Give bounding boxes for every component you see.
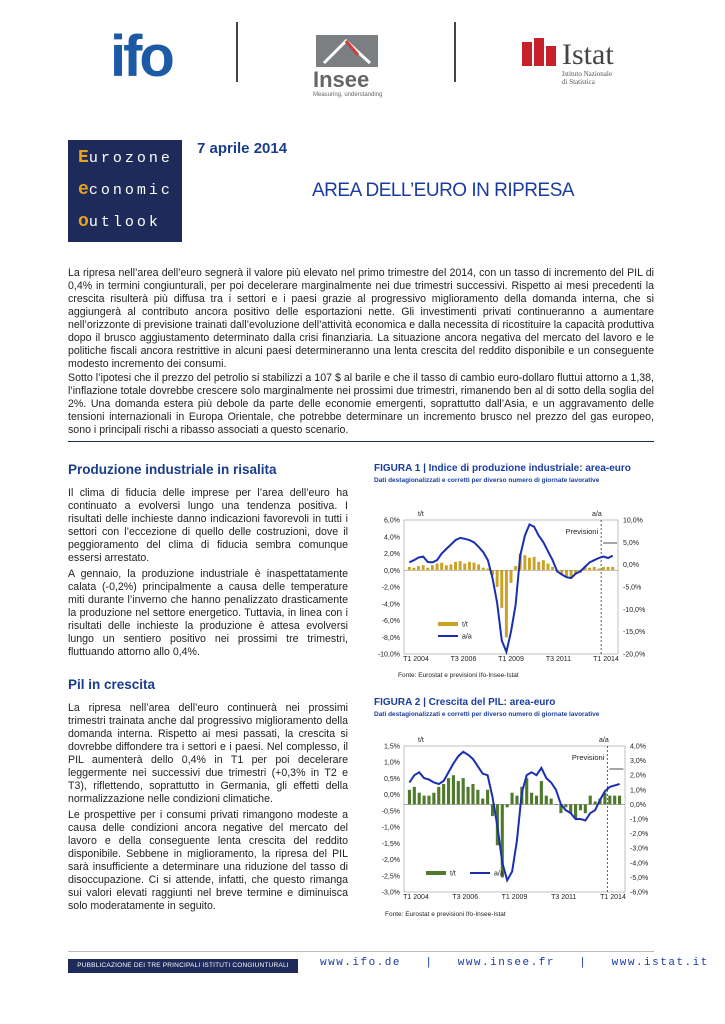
- y-right-tick-label: -15,0%: [623, 629, 646, 637]
- y-left-tick-label: 0,5%: [384, 775, 400, 783]
- bar: [584, 804, 587, 813]
- y-right-tick-label: 5,0%: [623, 539, 639, 547]
- insee-logo: Insee: [313, 67, 370, 92]
- bar: [408, 790, 411, 805]
- bar: [449, 564, 452, 570]
- series-line: [409, 752, 619, 881]
- x-tick-label: T3 2006: [450, 656, 477, 663]
- legend-label: t/t: [450, 870, 456, 878]
- bar: [452, 775, 455, 804]
- x-tick-label: T1 2014: [593, 656, 619, 663]
- left-column: [68, 462, 348, 913]
- y-right-tick-label: 2,0%: [630, 772, 646, 780]
- bar: [597, 569, 600, 571]
- y-right-tick-label: 3,0%: [630, 758, 646, 766]
- y-right-tick-label: -2,0%: [630, 831, 649, 839]
- y-left-tick-label: 2,0%: [384, 551, 400, 558]
- bar: [447, 778, 450, 804]
- forecast-annotation: Previsioni: [571, 753, 605, 762]
- x-tick-label: T3 2011: [551, 894, 577, 901]
- bar: [408, 567, 411, 570]
- bar: [476, 790, 479, 805]
- insee-tagline: Measuring, understanding: [313, 92, 383, 98]
- legend-label: a/a: [494, 870, 504, 878]
- x-tick-label: T1 2004: [403, 656, 429, 663]
- bar: [477, 564, 480, 570]
- bar: [442, 784, 445, 804]
- header-divider: [236, 22, 238, 82]
- y-right-tick-label: -1,0%: [630, 816, 649, 824]
- bar: [510, 793, 513, 805]
- bar: [418, 793, 421, 805]
- y-left-axis-label: t/t: [418, 737, 424, 744]
- bar: [496, 570, 499, 587]
- bar: [618, 796, 621, 805]
- bar: [440, 563, 443, 571]
- bar: [564, 804, 567, 807]
- bar: [432, 793, 435, 805]
- y-left-tick-label: -4,0%: [381, 601, 400, 609]
- istat-logo: Istat: [562, 38, 614, 71]
- bar: [436, 564, 439, 571]
- figure1-subtitle: Dati destagionalizzati e corretti per diverso numero di giornate lavorative: [374, 477, 600, 484]
- figure1-title: FIGURA 1 | Indice di produzione industriale: area-euro: [374, 463, 631, 474]
- y-left-tick-label: 1,0%: [384, 759, 400, 767]
- x-tick-label: T1 2014: [600, 894, 626, 901]
- header-divider: [454, 22, 456, 82]
- istat-subtitle: Istituto Nazionale di Statistica: [562, 70, 612, 86]
- bar: [551, 567, 554, 570]
- bar: [486, 569, 489, 571]
- bar: [431, 565, 434, 570]
- bar: [608, 796, 611, 805]
- bar: [468, 562, 471, 570]
- bar: [528, 558, 531, 571]
- section-heading: Pil in crescita: [68, 677, 156, 692]
- bar: [412, 568, 415, 571]
- bar: [413, 787, 416, 805]
- y-right-tick-label: 0,0%: [623, 562, 639, 570]
- bar: [457, 781, 460, 804]
- y-left-tick-label: 1,5%: [384, 743, 400, 751]
- bar: [445, 565, 448, 570]
- x-tick-label: T3 2006: [452, 894, 479, 901]
- y-left-tick-label: -6,0%: [381, 618, 400, 625]
- figure1-source: Fonte: Eurostat e previsioni Ifo-Insee-Istat: [398, 672, 519, 679]
- y-left-tick-label: 0,0%: [384, 567, 400, 575]
- y-right-axis-label: a/a: [599, 737, 609, 744]
- figure1-chart: [370, 500, 660, 675]
- bar: [537, 562, 540, 570]
- ifo-logo: ifo: [110, 24, 172, 89]
- bar: [530, 793, 533, 805]
- body-paragraph: A gennaio, la produzione industriale è inaspettatamente calata (-0,2%) principalmente a causa delle temperature miti durante l’inverno che hanno penalizzato drasticamente la produzione nel settore energetico. Tuttavia, in linea con i risultati delle inchieste la produzione è attesa evolversi lungo un sentiero positivo nei prossimi tre trimestri, fluttuando attorno allo 0,4%.: [68, 568, 348, 658]
- bar: [523, 555, 526, 570]
- bar: [423, 796, 426, 805]
- y-left-tick-label: -8,0%: [381, 634, 400, 642]
- bar: [579, 804, 582, 810]
- bar: [427, 796, 430, 805]
- body-paragraph: Il clima di fiducia delle imprese per l’area dell’euro ha continuato a evolversi lungo una tendenza positiva. I risultati delle inchieste danno indicazioni favorevoli in tutti i settori con l’eccezione di quello delle costruzioni, dove il peggioramento del clima di fiducia sembra comunque essersi arrestato.: [68, 487, 348, 564]
- bar: [545, 796, 548, 805]
- bar: [602, 567, 605, 570]
- y-right-tick-label: 10,0%: [623, 517, 643, 525]
- insee-emblem-icon: [316, 35, 378, 67]
- bar: [535, 796, 538, 805]
- bar: [505, 570, 508, 637]
- bar: [500, 570, 503, 608]
- bar: [437, 787, 440, 805]
- bar: [594, 801, 597, 804]
- bar: [426, 568, 429, 571]
- x-tick-label: T3 2011: [545, 656, 572, 663]
- y-left-axis-label: t/t: [418, 511, 424, 518]
- x-tick-label: T1 2009: [498, 656, 524, 663]
- bar: [607, 567, 610, 570]
- figure2-title: FIGURA 2 | Crescita del PIL: area-euro: [374, 697, 556, 708]
- y-left-tick-label: 0,0%: [384, 792, 400, 800]
- figure2-chart: [370, 724, 660, 906]
- y-left-tick-label: -2,0%: [381, 584, 400, 592]
- bar: [463, 564, 466, 571]
- y-left-tick-label: 6,0%: [384, 517, 400, 525]
- bar: [546, 564, 549, 571]
- y-left-tick-label: -3,0%: [381, 889, 400, 897]
- y-left-tick-label: -0,5%: [381, 808, 400, 816]
- y-left-tick-label: -1,0%: [381, 824, 400, 832]
- forecast-annotation: Previsioni: [565, 527, 599, 536]
- y-left-tick-label: -10,0%: [377, 651, 400, 659]
- bar: [533, 557, 536, 570]
- y-right-tick-label: -10,0%: [623, 606, 646, 614]
- footer-links[interactable]: www.ifo.de | www.insee.fr | www.istat.it: [320, 957, 709, 969]
- x-tick-label: T1 2009: [501, 894, 528, 901]
- y-left-tick-label: -2,5%: [381, 873, 400, 881]
- y-right-tick-label: 0,0%: [630, 801, 646, 809]
- bar: [593, 567, 596, 570]
- legend-label: a/a: [462, 633, 472, 641]
- bar: [611, 567, 614, 570]
- page-title: AREA DELL’EURO IN RIPRESA: [312, 180, 575, 201]
- bar: [514, 566, 517, 570]
- bar: [515, 796, 518, 805]
- footer-banner: PUBBLICAZIONE DEI TRE PRINCIPALI ISTITUTI CONGIUNTURALI EUROPEI: [68, 959, 298, 973]
- footer-rule: [68, 951, 654, 952]
- bar: [454, 562, 457, 570]
- legend-label: t/t: [462, 621, 468, 629]
- bar: [506, 804, 509, 807]
- body-paragraph: La ripresa nell’area dell’euro continuerà nei prossimi trimestri trainata anche dal progressivo miglioramento della domanda interna. Rispetto ai mesi passati, la crescita si dovrebbe diffondere tra i settori e i paesi. Nel complesso, il PIL aumenterà dello 0,4% in T1 per poi decelerare leggermente nei successivi due trimestri (+0,3% in T2 e T3), riflettendo, soprattutto in Germania, gli effetti della normalizzazione nelle condizioni climatiche.: [68, 702, 348, 805]
- bar: [542, 560, 545, 570]
- y-right-tick-label: -3,0%: [630, 845, 649, 853]
- bar: [459, 561, 462, 570]
- y-right-tick-label: -20,0%: [623, 651, 646, 659]
- y-left-tick-label: 4,0%: [384, 534, 400, 542]
- y-right-tick-label: -5,0%: [623, 584, 642, 592]
- publication-date: 7 aprile 2014: [197, 140, 288, 157]
- figure2-subtitle: Dati destagionalizzati e corretti per diverso numero di giornate lavorative: [374, 711, 600, 718]
- section-heading: Produzione industriale in risalita: [68, 462, 277, 477]
- series-line: [409, 525, 612, 652]
- section-divider: [68, 441, 654, 442]
- bar: [482, 568, 485, 571]
- y-right-tick-label: 1,0%: [630, 787, 646, 795]
- bar: [588, 568, 591, 571]
- bar: [486, 790, 489, 805]
- figure2-source: Fonte: Eurostat e previsioni Ifo-Insee-Istat: [385, 911, 506, 918]
- plot-frame: [404, 746, 625, 892]
- y-left-tick-label: -1,5%: [381, 840, 400, 848]
- bar: [510, 570, 513, 583]
- bar: [473, 563, 476, 571]
- bar: [554, 804, 557, 805]
- bar: [540, 781, 543, 804]
- y-right-axis-label: a/a: [592, 511, 602, 518]
- y-right-tick-label: 4,0%: [630, 743, 646, 751]
- intro-paragraph: La ripresa nell’area dell’euro segnerà il valore più elevato nel primo trimestre del 2014, con un tasso di incremento del PIL di 0,4% in termini congiunturali, per poi decelerare marginalmente nei due trimestri successivi. Rispetto ai mesi precedenti la crescita risulterà più diffusa tra i settori e i paesi grazie al progressivo miglioramento della domanda interna, che si aggiungerà al contributo ancora positivo delle esportazioni nette. Gli investimenti privati continueranno a aumentare nell’orizzonte di previsione trainati dall’evoluzione dell’attività economica e dalla necessita di ricostituire la capacità produttiva dopo il brusco aggiustamento determinato dalla crisi finanziaria. La situazione ancora negativa del mercato del lavoro e le politiche fiscali ancora restrittive in alcuni paesi determineranno una lenta crescita del reddito disponibile e un conseguente modesto incremento dei consumi.: [68, 267, 654, 370]
- bar: [481, 799, 484, 805]
- bar: [613, 796, 616, 805]
- x-tick-label: T1 2004: [403, 894, 429, 901]
- intro-paragraph: Sotto l’ipotesi che il prezzo del petrolio si stabilizzi a 107 $ al barile e che il tasso di cambio euro-dollaro fluttui attorno a 1,38, l’inflazione totale dovrebbe crescere solo marginalmente nei prossimi due trimestri, rimanendo ben al di sotto della soglia del 2%. Una domanda estera più debole da parte delle economie emergenti, soprattutto dall’Asia, e un aggravamento delle tensioni internazionali in Europa Orientale, che potrebbe determinare un incremento brusco nel prezzo del gas europeo, sono i principali rischi a ribasso associati a questo scenario.: [68, 372, 654, 436]
- bar: [589, 796, 592, 805]
- bar: [417, 566, 420, 570]
- bar: [422, 565, 425, 570]
- y-right-tick-label: -6,0%: [630, 889, 649, 897]
- y-right-tick-label: -5,0%: [630, 874, 649, 882]
- bar: [471, 784, 474, 804]
- bar: [462, 778, 465, 804]
- y-right-tick-label: -4,0%: [630, 860, 649, 868]
- y-left-tick-label: -2,0%: [381, 857, 400, 865]
- body-paragraph: Le prospettive per i consumi privati rimangono modeste a causa delle condizioni ancora negative del mercato del lavoro e della conseguente lenta crescita del reddito disponibile. Sebbene in miglioramento, la ripresa del PIL sarà insufficiente a determinare una riduzione del tasso di disoccupazione. Ci si attende, infatti, che questo rimanga sui valori elevati raggiunti nel breve termine e diminuisca solo moderatamente in seguito.: [68, 809, 348, 912]
- bar: [467, 787, 470, 805]
- bar: [550, 799, 553, 805]
- eurozone-outlook-brand: Eurozone economic outlook: [68, 140, 182, 242]
- istat-emblem-icon: [522, 38, 558, 68]
